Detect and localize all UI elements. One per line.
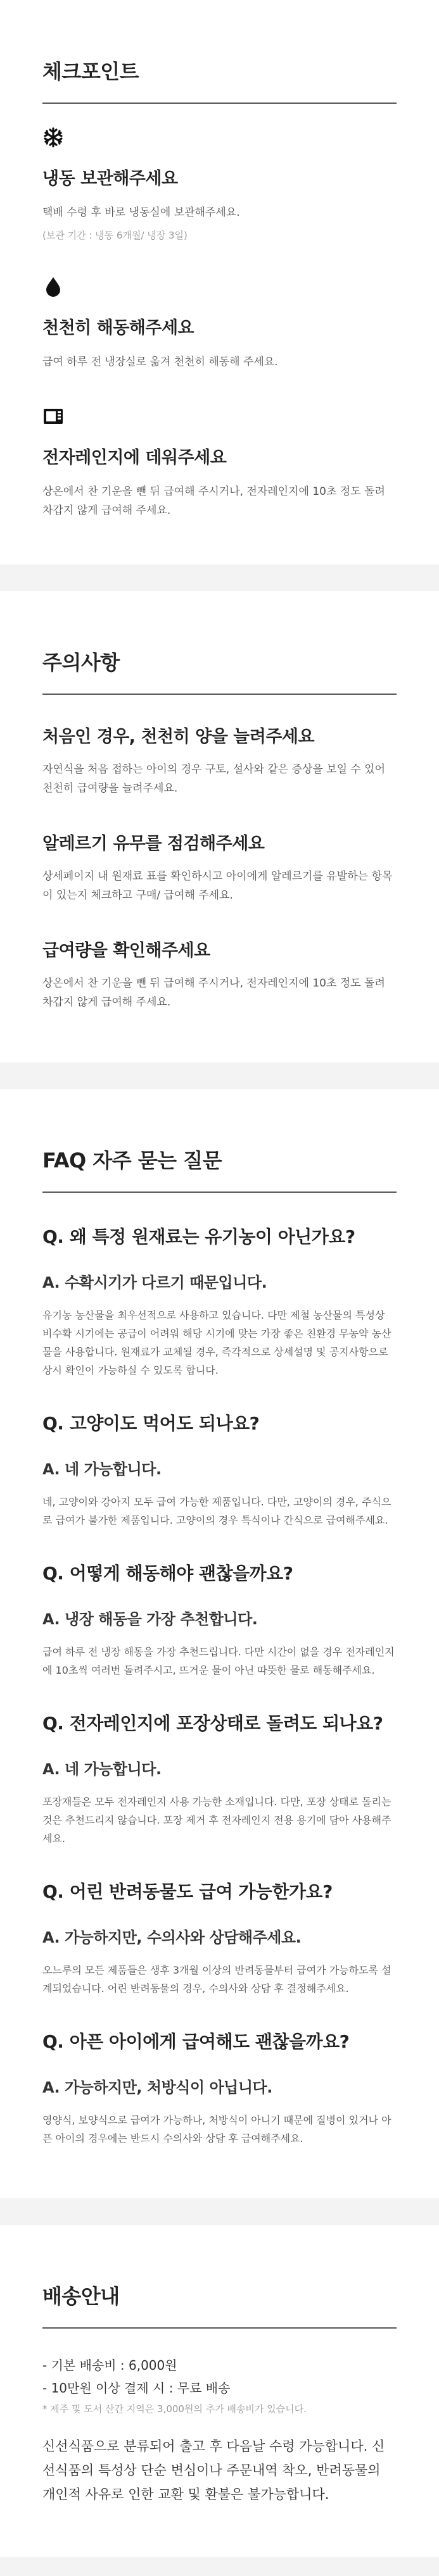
faq-answer: A. 네 가능합니다. bbox=[42, 1460, 162, 1478]
faq-question: Q. 아픈 아이에게 급여해도 괜찮을까요? bbox=[42, 2031, 350, 2052]
cautions-section bbox=[0, 591, 439, 1062]
caution-title: 급여량을 확인해주세요 bbox=[42, 941, 210, 961]
caution-title: 알레르기 유무를 점검해주세요 bbox=[42, 834, 265, 854]
faq-item bbox=[42, 1410, 397, 1529]
section-divider bbox=[0, 2557, 439, 2576]
faq-question: Q. 왜 특정 원재료는 유기농이 아닌가요? bbox=[42, 1226, 355, 1247]
faq-item bbox=[42, 1878, 397, 1998]
delivery-section bbox=[0, 2225, 439, 2557]
checkpoint-title: 천천히 해동해주세요 bbox=[42, 318, 194, 338]
delivery-note: * 제주 및 도서 산간 지역은 3,000원의 추가 배송비가 있습니다. bbox=[42, 2403, 307, 2415]
caution-item bbox=[42, 723, 397, 798]
checkpoint-desc: 택배 수령 후 바로 냉동실에 보관해주세요. bbox=[42, 206, 240, 219]
checkpoints-section bbox=[0, 0, 439, 564]
checkpoint-desc: 급여 하루 전 냉장실로 옮겨 천천히 해동해 주세요. bbox=[42, 356, 278, 368]
faq-item bbox=[42, 1223, 397, 1379]
faq-detail: 유기농 농산물을 최우선적으로 사용하고 있습니다. 다만 제철 농산물의 특성상 비수확 시기에는 공급이 어려워 해당 시기에 맞는 가장 좋은 친환경 무농약 농산물을 사용합니다. 원재료가 교체될 경우, 즉각적으로 상세설명 및 공지사항으로 상시 확인이 가능하실 수 있도록 합니다. bbox=[42, 1309, 391, 1376]
checkpoint-sub: (보관 기간 : 냉동 6개월/ 냉장 3일) bbox=[42, 230, 188, 241]
caution-title: 처음인 경우, 천천히 양을 늘려주세요 bbox=[42, 727, 315, 747]
delivery-title: 배송안내 bbox=[42, 2225, 397, 2329]
section-divider bbox=[0, 564, 439, 591]
faq-detail: 네, 고양이와 강아지 모두 급여 가능한 제품입니다. 다만, 고양이의 경우, 주식으로 급여가 불가한 제품입니다. 고양이의 경우 특식이나 간식으로 급여해주세요. bbox=[42, 1496, 391, 1526]
microwave-icon bbox=[42, 406, 64, 427]
faq-item bbox=[42, 1710, 397, 1848]
faq-detail: 포장재들은 모두 전자레인지 사용 가능한 소재입니다. 다만, 포장 상태로 돌리는 것은 추천드리지 않습니다. 포장 제거 후 전자레인지 전용 용기에 담아 사용해주세요. bbox=[42, 1796, 391, 1845]
faq-detail: 영양식, 보양식으로 급여가 가능하나, 처방식이 아니기 때문에 질병이 있거나 아픈 아이의 경우에는 반드시 수의사와 상담 후 급여해주세요. bbox=[42, 2114, 391, 2144]
faq-answer: A. 네 가능합니다. bbox=[42, 1760, 162, 1778]
faq-detail: 오느루의 모든 제품들은 생후 3개월 이상의 반려동물부터 급여가 가능하도록 설계되었습니다. 어린 반려동물의 경우, 수의사와 상담 후 결정해주세요. bbox=[42, 1964, 391, 1994]
checkpoints-title: 체크포인트 bbox=[42, 0, 397, 104]
delivery-body: 신선식품으로 분류되어 출고 후 다음날 수령 가능합니다. 신선식품의 특성상 단순 변심이나 주문내역 착오, 반려동물의 개인적 사유로 인한 교환 및 환불은 불가능합니다. bbox=[42, 2439, 385, 2502]
checkpoint-title: 전자레인지에 데워주세요 bbox=[42, 448, 227, 468]
faq-item bbox=[42, 1560, 397, 1679]
faq-question: Q. 어떻게 해동해야 괜찮을까요? bbox=[42, 1563, 293, 1584]
caution-item bbox=[42, 830, 397, 905]
delivery-fee-line: - 10만원 이상 결제 시 : 무료 배송 bbox=[42, 2380, 231, 2396]
faq-answer: A. 가능하지만, 수의사와 상담해주세요. bbox=[42, 1929, 302, 1946]
faq-answer: A. 가능하지만, 처방식이 아닙니다. bbox=[42, 2079, 272, 2096]
checkpoint-desc: 상온에서 찬 기운을 뺀 뒤 급여해 주시거나, 전자레인지에 10초 정도 돌려 차갑지 않게 급여해 주세요. bbox=[42, 485, 385, 517]
caution-item bbox=[42, 936, 397, 1012]
checkpoint-title: 냉동 보관해주세요 bbox=[42, 169, 178, 189]
snowflake-icon bbox=[42, 127, 64, 148]
faq-item bbox=[42, 2028, 397, 2148]
faq-question: Q. 어린 반려동물도 급여 가능한가요? bbox=[42, 1881, 333, 1902]
faq-answer: A. 수확시기가 다르기 때문입니다. bbox=[42, 1274, 267, 1291]
faq-question: Q. 고양이도 먹어도 되나요? bbox=[42, 1413, 260, 1434]
caution-desc: 상세페이지 내 원재료 표를 확인하시고 아이에게 알레르기를 유발하는 항목이 있는지 체크하고 구매/ 급여해 주세요. bbox=[42, 870, 393, 902]
delivery-fees bbox=[42, 2354, 397, 2415]
caution-desc: 자연식을 처음 접하는 아이의 경우 구토, 설사와 같은 증상을 보일 수 있어 천천히 급여량을 늘려주세요. bbox=[42, 763, 386, 795]
section-divider bbox=[0, 2198, 439, 2225]
caution-desc: 상온에서 찬 기운을 뺀 뒤 급여해 주시거나, 전자레인지에 10초 정도 돌려 차갑지 않게 급여해 주세요. bbox=[42, 977, 385, 1009]
checkpoint-item bbox=[42, 406, 397, 520]
cautions-title: 주의사항 bbox=[42, 591, 397, 695]
delivery-fee-line: - 기본 배송비 : 6,000원 bbox=[42, 2358, 177, 2373]
faq-section bbox=[0, 1089, 439, 2198]
section-divider bbox=[0, 1062, 439, 1089]
checkpoint-item bbox=[42, 127, 397, 242]
droplet-icon bbox=[42, 276, 64, 297]
checkpoint-item bbox=[42, 276, 397, 371]
faq-detail: 급여 하루 전 냉장 해동을 가장 추천드립니다. 다만 시간이 없을 경우 전자레인지에 10초씩 여러번 돌려주시고, 뜨거운 물이 아닌 따뜻한 물로 해동해주세요. bbox=[42, 1646, 395, 1676]
faq-title: FAQ 자주 묻는 질문 bbox=[42, 1089, 397, 1193]
faq-question: Q. 전자레인지에 포장상태로 돌려도 되나요? bbox=[42, 1713, 383, 1734]
faq-answer: A. 냉장 해동을 가장 추천합니다. bbox=[42, 1610, 258, 1628]
